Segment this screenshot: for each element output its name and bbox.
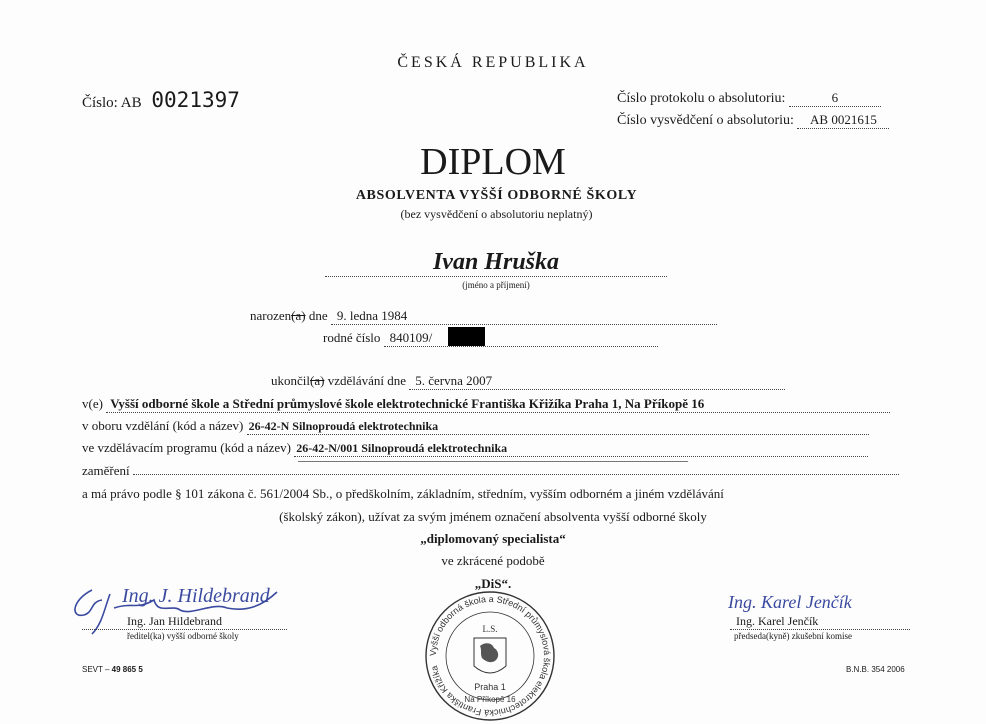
field-value: 26-42-N Silnoproudá elektrotechnika bbox=[247, 419, 869, 435]
seal-city: Praha 1 bbox=[474, 682, 506, 692]
holder-name-caption: (jméno a příjmení) bbox=[462, 280, 530, 290]
number-label: Číslo: bbox=[82, 95, 118, 111]
footer-left-number: 49 865 5 bbox=[111, 665, 143, 674]
program-value: 26-42-N/001 Silnoproudá elektrotechnika bbox=[294, 441, 868, 457]
field-row bbox=[82, 418, 869, 435]
birth-date-value: 9. ledna 1984 bbox=[331, 308, 717, 325]
statement-line-1: a má právo podle § 101 zákona č. 561/2004 Sb., o předškolním, základním, středním, vyšším odborném a jiném vzdělávání bbox=[82, 486, 724, 501]
holder-name: Ivan Hruška bbox=[325, 248, 667, 277]
footer-left-prefix: SEVT – bbox=[82, 665, 110, 674]
finished-label: ukončil bbox=[271, 373, 310, 388]
focus-row bbox=[82, 462, 899, 479]
right-signer-role: předseda(kyně) zkušební komise bbox=[734, 631, 852, 641]
birth-number-row bbox=[323, 330, 658, 347]
finished-label-day: vzdělávání dne bbox=[327, 373, 407, 388]
left-signer-name: Ing. Jan Hildebrand bbox=[82, 614, 287, 630]
field-label: v oboru vzdělání (kód a název) bbox=[82, 418, 244, 433]
left-signature-text: Ing. J. Hildebrand bbox=[122, 585, 270, 607]
protocol-label: Číslo protokolu o absolutoriu: bbox=[617, 91, 786, 106]
certificate-number bbox=[617, 112, 889, 129]
short-form-label: ve zkrácené podobě bbox=[441, 553, 545, 568]
program-row bbox=[82, 440, 868, 457]
number-series: AB bbox=[120, 95, 142, 111]
seal-center-text: L.S. bbox=[482, 624, 498, 634]
number-value: 0021397 bbox=[151, 88, 240, 112]
finished-date-value: 5. června 2007 bbox=[409, 373, 785, 390]
focus-label: zaměření bbox=[82, 463, 130, 478]
born-label-strike: (a) bbox=[291, 308, 306, 323]
finished-label-strike: (a) bbox=[310, 373, 325, 388]
country-heading: ČESKÁ REPUBLIKA bbox=[397, 54, 589, 71]
left-signer-role: ředitel(ka) vyšší odborné školy bbox=[127, 631, 239, 641]
born-label: narozen bbox=[250, 308, 292, 323]
seal-ring-text: Vyšší odborná škola a Střední průmyslová škola elektrotechnická Františka Křižíka bbox=[427, 593, 553, 719]
footer-right-code: B.N.B. 354 2006 bbox=[846, 665, 905, 674]
official-seal bbox=[422, 588, 558, 724]
seal-street: Na Příkopě 16 bbox=[464, 695, 516, 704]
certificate-value: AB 0021615 bbox=[797, 112, 889, 129]
focus-value bbox=[133, 462, 899, 475]
finished-row bbox=[271, 373, 785, 390]
right-signature-text: Ing. Karel Jenčík bbox=[728, 592, 852, 612]
protocol-value: 6 bbox=[789, 90, 881, 107]
birth-number-redaction bbox=[448, 327, 485, 346]
birth-number-value: 840109/ bbox=[384, 330, 658, 347]
school-row bbox=[82, 396, 890, 413]
statement-line-2: (školský zákon), užívat za svým jménem označení absolventa vyšší odborné školy bbox=[279, 509, 707, 524]
certificate-label: Číslo vysvědčení o absolutoriu: bbox=[617, 113, 794, 128]
birth-number-label: rodné číslo bbox=[323, 330, 381, 345]
diploma-number bbox=[82, 88, 240, 112]
title-full: „diplomovaný specialista“ bbox=[420, 531, 566, 546]
validity-note: (bez vysvědčení o absolutoriu neplatný) bbox=[400, 207, 593, 221]
school-label: v(e) bbox=[82, 396, 103, 411]
program-label: ve vzdělávacím programu (kód a název) bbox=[82, 440, 291, 455]
diploma-title: DIPLOM bbox=[420, 141, 566, 183]
born-label-day: dne bbox=[308, 308, 328, 323]
footer-left-code bbox=[82, 665, 143, 674]
diploma-subtitle: ABSOLVENTA VYŠŠÍ ODBORNÉ ŠKOLY bbox=[355, 188, 638, 203]
protocol-number bbox=[617, 90, 881, 107]
right-signer-name: Ing. Karel Jenčík bbox=[730, 614, 910, 630]
birth-date-row bbox=[250, 308, 717, 325]
school-value: Vyšší odborné škole a Střední průmyslové škole elektrotechnické Františka Křižíka Praha 1, Na Příkopě 16 bbox=[106, 396, 890, 413]
title-short: „DiS“. bbox=[474, 576, 512, 591]
